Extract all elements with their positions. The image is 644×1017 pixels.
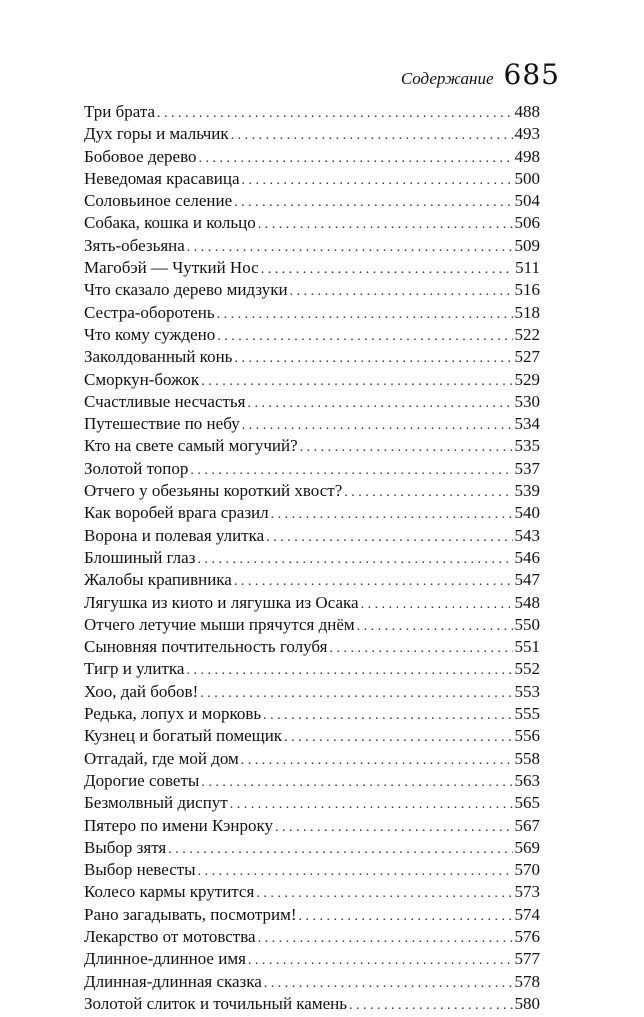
toc-entry-title: Путешествие по небу: [84, 414, 240, 434]
toc-entry-title: Зять-обезьяна: [84, 235, 185, 255]
toc-entry-title: Выбор невесты: [84, 860, 196, 880]
toc-entry: [84, 971, 540, 993]
toc-entry-title: Как воробей врага сразил: [84, 503, 269, 523]
running-header: [401, 58, 560, 91]
dot-leader: [200, 683, 512, 705]
toc-entry-page: 548: [514, 592, 540, 612]
toc-entry: [84, 302, 540, 324]
toc-entry-page: 577: [514, 949, 540, 969]
toc-entry: [84, 346, 540, 368]
toc-entry-title: Три брата: [84, 102, 156, 121]
dot-leader: [264, 973, 513, 995]
toc-entry-title: Сыновняя почтительность голубя: [84, 637, 328, 657]
toc-entry-title: Золотой топор: [84, 458, 189, 478]
toc-entry: [84, 658, 540, 680]
toc-entry: [84, 324, 540, 346]
toc-entry-page: 569: [514, 837, 540, 857]
dot-leader: [242, 415, 513, 437]
toc-entry-title: Лягушка из киото и лягушка из Осака: [84, 592, 359, 612]
toc-entry-title: Ворона и полевая улитка: [84, 525, 265, 545]
toc-entry-title: Отчего летучие мыши прячутся днём: [84, 614, 355, 634]
dot-leader: [234, 348, 512, 370]
toc-entry: [84, 369, 540, 391]
toc-entry-title: Неведомая красавица: [84, 168, 240, 188]
toc-entry: [84, 413, 540, 435]
toc-entry-page: 558: [514, 748, 540, 768]
dot-leader: [198, 148, 512, 170]
toc-entry: [84, 815, 540, 837]
toc-entry: [84, 146, 540, 168]
toc-entry-page: 530: [514, 391, 540, 411]
toc-entry-page: 539: [514, 481, 540, 501]
toc-entry-title: Собака, кошка и кольцо: [84, 213, 256, 233]
dot-leader: [258, 214, 513, 236]
toc-entry-title: Кто на свете самый могучий?: [84, 436, 298, 456]
toc-entry-page: 547: [514, 570, 540, 590]
toc-entry-title: Длинная-длинная сказка: [84, 971, 262, 991]
toc-entry-title: Отчего у обезьяны короткий хвост?: [84, 481, 343, 501]
dot-leader: [299, 906, 513, 928]
toc-entry-page: 498: [514, 146, 540, 166]
toc-entry-title: Выбор зятя: [84, 837, 167, 857]
toc-entry-title: Отгадай, где мой дом: [84, 748, 239, 768]
dot-leader: [201, 772, 512, 794]
dot-leader: [217, 304, 513, 326]
toc-entry-page: 504: [514, 191, 540, 211]
toc-entry: [84, 792, 540, 814]
toc-entry: [84, 703, 540, 725]
toc-entry-page: 540: [514, 503, 540, 523]
toc-entry: [84, 525, 540, 547]
toc-entry-title: Жалобы крапивника: [84, 570, 232, 590]
toc-entry-title: Соловьиное селение: [84, 191, 233, 211]
toc-entry-title: Редька, лопух и морковь: [84, 704, 262, 724]
dot-leader: [284, 727, 512, 749]
toc-entry: [84, 636, 540, 658]
dot-leader: [361, 594, 513, 616]
dot-leader: [234, 192, 512, 214]
toc-entry-page: 534: [514, 414, 540, 434]
toc-entry-page: 488: [514, 102, 540, 121]
toc-entry-page: 550: [514, 614, 540, 634]
toc-entry: [84, 391, 540, 413]
toc-entry: [84, 770, 540, 792]
toc-entry-title: Рано загадывать, посмотрим!: [84, 904, 297, 924]
toc-entry-page: 563: [514, 770, 540, 790]
dot-leader: [157, 103, 512, 125]
toc-entry-page: 576: [514, 926, 540, 946]
toc-entry-title: Кузнец и богатый помещик: [84, 726, 283, 746]
toc-entry: [84, 190, 540, 212]
toc-entry-title: Колесо кармы крутится: [84, 882, 255, 902]
toc-entry-title: Лекарство от мотовства: [84, 926, 256, 946]
toc-entry-title: Хоо, дай бобов!: [84, 681, 199, 701]
toc-entry-page: 552: [514, 659, 540, 679]
toc-entry-title: Золотой слиток и точильный камень: [84, 993, 348, 1013]
dot-leader: [349, 995, 512, 1017]
dot-leader: [190, 460, 512, 482]
toc-entry-title: Что кому суждено: [84, 324, 216, 344]
toc-entry: [84, 257, 540, 279]
header-title: Содержание: [400, 69, 494, 88]
dot-leader: [201, 371, 512, 393]
dot-leader: [248, 950, 513, 972]
toc-entry-page: 522: [514, 324, 540, 344]
toc-entry-page: 556: [514, 726, 540, 746]
toc-entry-page: 546: [514, 547, 540, 567]
toc-entry-page: 535: [514, 436, 540, 456]
dot-leader: [300, 437, 513, 459]
toc-entry: [84, 569, 540, 591]
toc-entry: [84, 904, 540, 926]
dot-leader: [275, 817, 512, 839]
dot-leader: [241, 750, 513, 772]
dot-leader: [290, 281, 513, 303]
toc-entry-page: 578: [514, 971, 540, 991]
dot-leader: [357, 616, 513, 638]
toc-entry-title: Дух горы и мальчик: [84, 124, 229, 144]
toc-entry-title: Бобовое дерево: [84, 146, 197, 166]
toc-entry-page: 527: [514, 347, 540, 367]
toc-entry: [84, 435, 540, 457]
toc-entry: [84, 168, 540, 190]
dot-leader: [198, 861, 513, 883]
dot-leader: [258, 928, 513, 950]
toc-entry-title: Счастливые несчастья: [84, 391, 246, 411]
toc-entry: [84, 725, 540, 747]
toc-entry-page: 493: [514, 124, 540, 144]
toc-entry-page: 509: [514, 235, 540, 255]
toc-entry-page: 511: [515, 258, 540, 278]
toc-entry: [84, 212, 540, 234]
toc-entry: [84, 123, 540, 145]
dot-leader: [344, 482, 512, 504]
toc-entry: [84, 681, 540, 703]
toc-entry: [84, 993, 540, 1015]
table-of-contents: [84, 101, 540, 1015]
toc-entry: [84, 948, 540, 970]
toc-entry: [84, 748, 540, 770]
dot-leader: [168, 839, 512, 861]
dot-leader: [186, 660, 512, 682]
toc-entry-title: Магобэй — Чуткий Нос: [84, 258, 259, 278]
toc-entry-page: 518: [514, 302, 540, 322]
toc-entry: [84, 592, 540, 614]
toc-entry-title: Сморкун-божок: [84, 369, 200, 389]
toc-entry-title: Пятеро по имени Кэнроку: [84, 815, 274, 835]
toc-entry-title: Что сказало дерево мидзуки: [84, 280, 288, 300]
toc-entry-title: Тигр и улитка: [84, 659, 185, 679]
dot-leader: [231, 125, 513, 147]
toc-entry-page: 565: [514, 793, 540, 813]
toc-entry-page: 516: [514, 280, 540, 300]
toc-entry: [84, 279, 540, 301]
toc-entry: [84, 614, 540, 636]
toc-entry: [84, 547, 540, 569]
toc-entry-page: 570: [514, 860, 540, 880]
toc-entry-page: 537: [514, 458, 540, 478]
toc-entry-title: Сестра-оборотень: [84, 302, 215, 322]
toc-entry-page: 543: [514, 525, 540, 545]
dot-leader: [242, 170, 513, 192]
toc-entry: [84, 480, 540, 502]
toc-entry-page: 551: [514, 637, 540, 657]
dot-leader: [261, 259, 513, 281]
dot-leader: [271, 504, 513, 526]
dot-leader: [329, 638, 512, 660]
toc-entry-title: Дорогие советы: [84, 770, 200, 790]
toc-entry: [84, 458, 540, 480]
toc-entry-title: Длинное-длинное имя: [84, 949, 246, 969]
page-number: 685: [503, 58, 560, 91]
toc-entry: [84, 235, 540, 257]
toc-entry: [84, 859, 540, 881]
toc-entry: [84, 837, 540, 859]
toc-entry-page: 567: [514, 815, 540, 835]
toc-entry: [84, 881, 540, 903]
toc-entry-page: 553: [514, 681, 540, 701]
dot-leader: [234, 571, 513, 593]
dot-leader: [217, 326, 512, 348]
dot-leader: [256, 883, 512, 905]
toc-entry-page: 500: [514, 168, 540, 188]
toc-entry-page: 573: [514, 882, 540, 902]
toc-entry-title: Безмолвный диспут: [84, 793, 228, 813]
toc-entry-title: Блошиный глаз: [84, 547, 196, 567]
toc-entry: [84, 926, 540, 948]
dot-leader: [263, 705, 512, 727]
toc-entry-page: 506: [514, 213, 540, 233]
dot-leader: [187, 237, 513, 259]
toc-entry-title: Заколдованный конь: [84, 347, 233, 367]
toc-entry: [84, 502, 540, 524]
toc-entry-page: 580: [514, 993, 540, 1013]
toc-entry-page: 574: [514, 904, 540, 924]
toc-entry-page: 529: [514, 369, 540, 389]
dot-leader: [230, 794, 513, 816]
dot-leader: [266, 527, 512, 549]
toc-entry: [84, 101, 540, 123]
toc-entry-page: 555: [514, 704, 540, 724]
dot-leader: [248, 393, 513, 415]
dot-leader: [197, 549, 512, 571]
